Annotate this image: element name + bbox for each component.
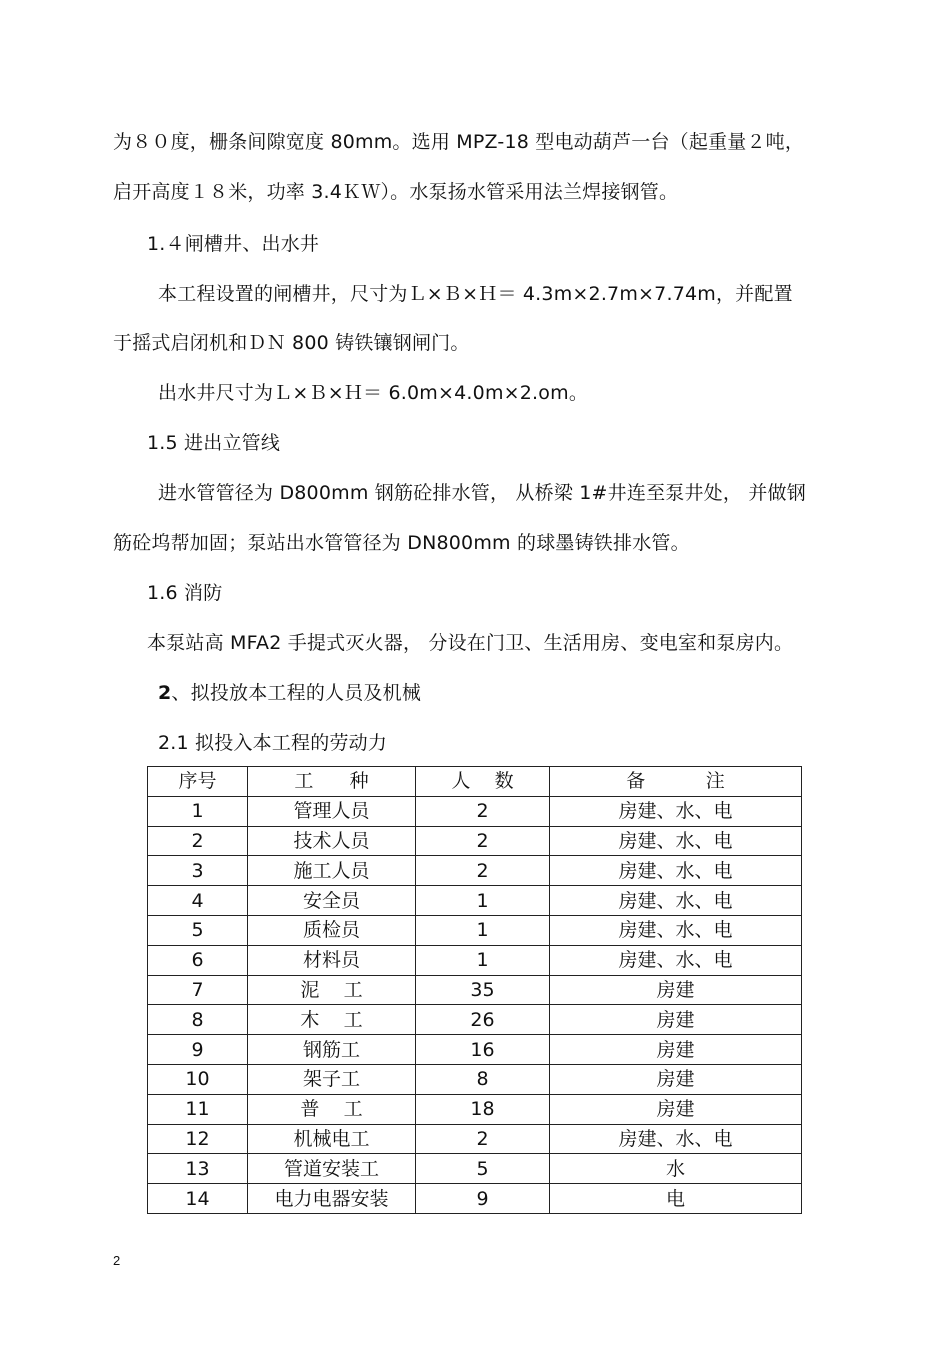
cell-index: 5 (148, 915, 248, 945)
body-paragraph: 筋砼坞帮加固；泵站出水管管径为 DN800mm 的球墨铸铁排水管。 (113, 532, 690, 554)
body-paragraph: 进水管管径为 D800mm 钢筋砼排水管， 从桥梁 1#井连至泵井处， 并做钢 (158, 482, 806, 504)
cell-remarks: 房建、水、电 (550, 1124, 802, 1154)
cell-count: 16 (416, 1035, 550, 1065)
page-number: 2 (113, 1253, 121, 1268)
cell-remarks: 房建、水、电 (550, 826, 802, 856)
section-heading-2 (158, 681, 421, 705)
cell-index: 2 (148, 826, 248, 856)
cell-count: 35 (416, 975, 550, 1005)
cell-index: 14 (148, 1184, 248, 1214)
labor-table (147, 766, 802, 1214)
cell-index: 4 (148, 886, 248, 916)
header-trade: 工 种 (248, 767, 416, 797)
cell-trade: 技术人员 (248, 826, 416, 856)
cell-count: 1 (416, 945, 550, 975)
cell-index: 3 (148, 856, 248, 886)
cell-index: 8 (148, 1005, 248, 1035)
cell-remarks: 房建、水、电 (550, 886, 802, 916)
cell-trade: 木 工 (248, 1005, 416, 1035)
cell-remarks: 电 (550, 1184, 802, 1214)
table-row (148, 1184, 802, 1214)
header-remarks: 备 注 (550, 767, 802, 797)
cell-trade: 安全员 (248, 886, 416, 916)
cell-remarks: 房建、水、电 (550, 945, 802, 975)
table-row (148, 975, 802, 1005)
cell-remarks: 房建、水、电 (550, 796, 802, 826)
section-heading-2-1: 2.1 拟投入本工程的劳动力 (158, 732, 388, 754)
cell-trade: 管理人员 (248, 796, 416, 826)
cell-trade: 架子工 (248, 1064, 416, 1094)
cell-trade: 普 工 (248, 1094, 416, 1124)
cell-remarks: 房建、水、电 (550, 915, 802, 945)
table-row (148, 945, 802, 975)
cell-count: 26 (416, 1005, 550, 1035)
section-heading-2-text: 、拟投放本工程的人员及机械 (171, 682, 422, 704)
table-row (148, 1124, 802, 1154)
table-row (148, 826, 802, 856)
cell-index: 11 (148, 1094, 248, 1124)
cell-index: 10 (148, 1064, 248, 1094)
cell-trade: 机械电工 (248, 1124, 416, 1154)
cell-remarks: 房建 (550, 1064, 802, 1094)
cell-trade: 泥 工 (248, 975, 416, 1005)
header-index: 序号 (148, 767, 248, 797)
cell-trade: 电力电器安装 (248, 1184, 416, 1214)
cell-trade: 钢筋工 (248, 1035, 416, 1065)
body-paragraph: 启开高度１８米，功率 3.4ＫＷ）。水泵扬水管采用法兰焊接钢管。 (113, 181, 679, 203)
table-row (148, 886, 802, 916)
header-count: 人 数 (416, 767, 550, 797)
table-row (148, 1154, 802, 1184)
cell-count: 2 (416, 796, 550, 826)
table-header-row (148, 767, 802, 797)
cell-index: 6 (148, 945, 248, 975)
table-row (148, 1064, 802, 1094)
section-heading-2-number: 2 (158, 682, 172, 704)
table-row (148, 1035, 802, 1065)
cell-index: 13 (148, 1154, 248, 1184)
body-paragraph: 出水井尺寸为Ｌ×Ｂ×Ｈ＝ 6.0m×4.0m×2.om。 (158, 382, 589, 404)
table-row (148, 856, 802, 886)
cell-count: 1 (416, 915, 550, 945)
cell-count: 18 (416, 1094, 550, 1124)
cell-remarks: 房建 (550, 1094, 802, 1124)
table-row (148, 1094, 802, 1124)
cell-trade: 质检员 (248, 915, 416, 945)
section-heading-1-5: 1.5 进出立管线 (147, 432, 281, 454)
cell-count: 1 (416, 886, 550, 916)
cell-remarks: 房建 (550, 1005, 802, 1035)
table-row (148, 1005, 802, 1035)
cell-index: 1 (148, 796, 248, 826)
body-paragraph: 为８０度，栅条间隙宽度 80mm。选用 MPZ-18 型电动葫芦一台（起重量２吨， (113, 131, 805, 153)
cell-index: 7 (148, 975, 248, 1005)
cell-remarks: 房建、水、电 (550, 856, 802, 886)
body-paragraph: 于摇式启闭机和ＤＮ 800 铸铁镶钢闸门。 (113, 332, 470, 354)
cell-count: 5 (416, 1154, 550, 1184)
cell-index: 9 (148, 1035, 248, 1065)
table-row (148, 915, 802, 945)
cell-remarks: 房建 (550, 1035, 802, 1065)
table-row (148, 796, 802, 826)
section-heading-1-4: 1.４闸槽井、出水井 (147, 233, 320, 255)
cell-index: 12 (148, 1124, 248, 1154)
cell-remarks: 水 (550, 1154, 802, 1184)
body-paragraph: 本泵站高 MFA2 手提式灭火器， 分设在门卫、生活用房、变电室和泵房内。 (147, 632, 794, 654)
cell-trade: 管道安装工 (248, 1154, 416, 1184)
cell-count: 2 (416, 1124, 550, 1154)
cell-count: 8 (416, 1064, 550, 1094)
body-paragraph: 本工程设置的闸槽井，尺寸为Ｌ×Ｂ×Ｈ＝ 4.3m×2.7m×7.74m，并配置 (158, 283, 793, 305)
cell-count: 2 (416, 856, 550, 886)
cell-count: 9 (416, 1184, 550, 1214)
cell-count: 2 (416, 826, 550, 856)
cell-remarks: 房建 (550, 975, 802, 1005)
cell-trade: 施工人员 (248, 856, 416, 886)
cell-trade: 材料员 (248, 945, 416, 975)
section-heading-1-6: 1.6 消防 (147, 582, 223, 604)
